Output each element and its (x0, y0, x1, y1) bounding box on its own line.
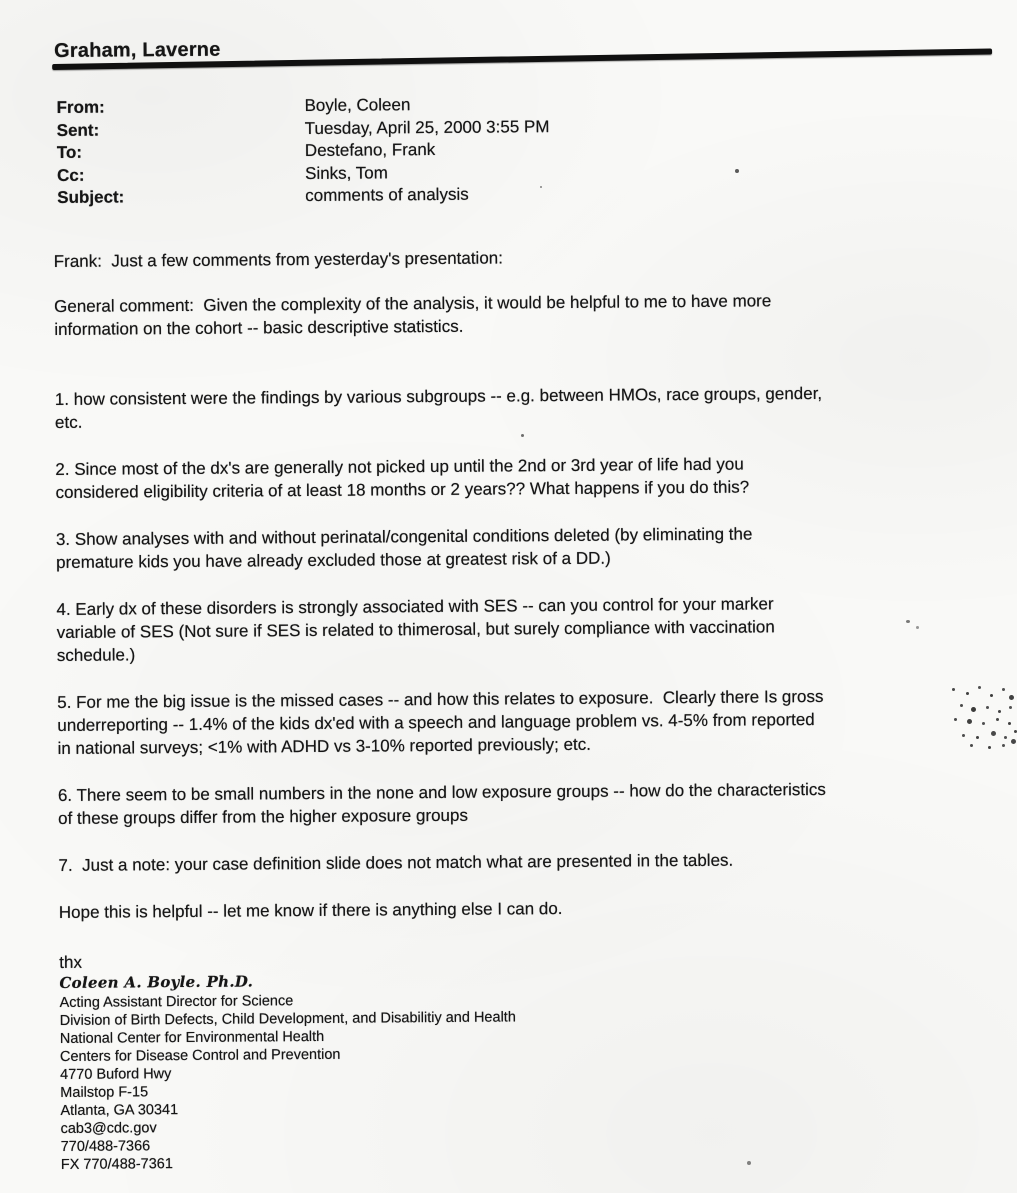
comment-item-1: 1. how consistent were the findings by various subgroups -- e.g. between HMOs, race groups, gender, etc. (54, 383, 823, 432)
field-value-from: Boyle, Coleen (304, 95, 411, 116)
field-value-to: Destefano, Frank (304, 139, 436, 161)
field-value-cc: Sinks, Tom (304, 162, 388, 183)
ink-speck (521, 434, 524, 437)
signature-street: 4770 Buford Hwy (60, 1065, 172, 1083)
signature-block (59, 967, 1006, 1173)
page-content (52, 33, 1006, 1174)
signature-script-name: Coleen A. Boyle. Ph.D. (59, 971, 254, 992)
email-greeting: Frank: Just a few comments from yesterday's presentation: (53, 247, 503, 271)
ink-speck (906, 620, 910, 623)
signature-city: Atlanta, GA 30341 (60, 1101, 179, 1119)
thanks-line: thx (59, 952, 83, 972)
signature-fax: FX 770/488-7361 (60, 1155, 173, 1173)
signature-agency: Centers for Disease Control and Prevention (59, 1046, 341, 1065)
comment-item-7: 7. Just a note: your case definition slide does not match what are presented in the tables. (58, 850, 734, 875)
ink-speck (916, 626, 919, 629)
field-label-subject: Subject: (57, 187, 125, 207)
general-comment: General comment: Given the complexity of the analysis, it would be helpful to me to have more information on the cohort -- basic descriptive statistics. (54, 290, 772, 339)
signature-email-address: cab3@cdc.gov (60, 1119, 157, 1137)
field-label-to: To: (56, 142, 83, 162)
comment-item-3: 3. Show analyses with and without perinatal/congenital conditions deleted (by eliminating the premature kids you have already excluded those at greatest risk of a DD.) (55, 524, 753, 572)
signature-phone: 770/488-7366 (60, 1137, 151, 1155)
comment-item-2: 2. Since most of the dx's are generally not picked up until the 2nd or 3rd year of life had you considered eligibility criteria of at least 18 months or 2 years?? What happens if you do this? (55, 454, 750, 502)
field-value-subject: comments of analysis (305, 184, 469, 206)
comment-item-4: 4. Early dx of these disorders is strongly associated with SES -- can you control for your marker variable of SES (Not sure if SES is related to thimerosal, but surely compliance with vaccination schedule.) (56, 593, 775, 665)
ink-speckle-cluster (952, 688, 955, 691)
field-label-from: From: (56, 97, 105, 117)
ink-speck (540, 186, 542, 188)
field-value-sent: Tuesday, April 25, 2000 3:55 PM (304, 116, 550, 138)
signature-division: Division of Birth Defects, Child Development, and Disabilitiy and Health (59, 1008, 516, 1029)
field-label-sent: Sent: (56, 120, 100, 140)
closing-line: Hope this is helpful -- let me know if there is anything else I can do. (58, 898, 563, 922)
email-header (52, 33, 997, 70)
email-body (54, 242, 1005, 973)
recipient-name: Graham, Laverne (53, 38, 221, 62)
ink-speck (735, 169, 739, 173)
comment-item-5: 5. For me the big issue is the missed cases -- and how this relates to exposure. Clearly there Is gross underreporting -- 1.4% of the kids dx'ed with a speech and language problem vs. 4-5% from reported in national surveys; <1% with ADHD vs 3-10% reported previously; etc. (57, 686, 824, 758)
comment-item-6: 6. There seem to be small numbers in the none and low exposure groups -- how do the characteristics of these groups differ from the higher exposure groups (57, 779, 826, 828)
signature-center: National Center for Environmental Health (59, 1028, 325, 1047)
field-label-cc: Cc: (56, 165, 85, 185)
header-fields (56, 90, 998, 210)
signature-title: Acting Assistant Director for Science (59, 992, 294, 1011)
ink-speck (747, 1161, 751, 1165)
signature-mailstop: Mailstop F-15 (60, 1083, 149, 1101)
